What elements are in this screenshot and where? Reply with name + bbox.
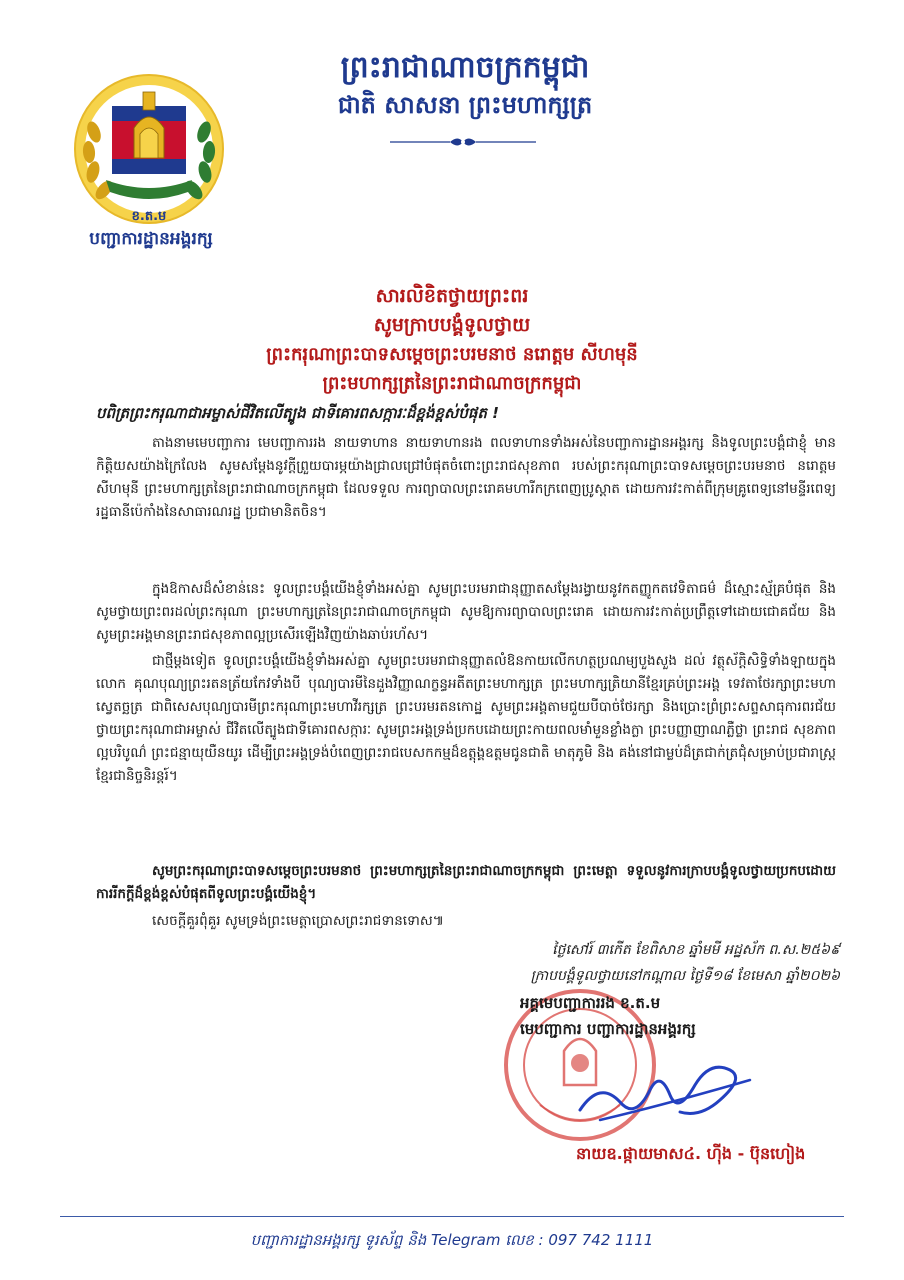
- lunar-date: ថ្ងៃសៅរ៍ ៣កើត ខែពិសាខ ឆ្នាំមមី អដ្ឋស័ក ព.ស.២៥៦៩: [552, 942, 840, 958]
- organization-name: បញ្ជាការដ្ឋានអង្គរក្ស: [89, 229, 213, 249]
- footer-contact: បញ្ជាការដ្ឋានអង្គរក្ស ទូរស័ព្ទ និង Telegram លេខ : 097 742 1111: [250, 1231, 654, 1249]
- paragraph-4: សូមព្រះករុណាព្រះបាទសម្តេចព្រះបរមនាថ ព្រះមហាក្សត្រនៃព្រះរាជាណាចក្រកម្ពុជា ព្រះមេត្តា ទទួលនូវការក្រាបបង្គំទូលថ្វាយប្រកបដោយការរីកក្តីដ៏ខ្ពង់ខ្ពស់បំផុតពីទូលព្រះបង្គំយើងខ្ញុំ។: [96, 863, 836, 902]
- paragraph-5: សេចក្តីគួរពុំគួរ សូមទ្រង់ព្រះមេត្តាប្រោសព្រះរាជទានទោស៕: [152, 913, 444, 929]
- letter-title: សារលិខិតថ្វាយព្រះពរ: [375, 285, 529, 307]
- paragraph-2: ក្នុងឱកាសដ៏សំខាន់នេះ ទូលព្រះបង្គំយើងខ្ញុំទាំងអស់គ្នា សូមព្រះបរមរាជានុញ្ញាតសម្តែងរង្វាយនូវកតញ្ញូកតវេទិតាធម៌ ដ៏ស្មោះស្ម័គ្របំផុត និងសូមថ្វាយព្រះពរដល់ព្រះករុណា ព្រះមហាក្សត្រនៃព្រះរាជាណាចក្រកម្ពុជា សូមឱ្យការព្យាបាលព្រះរោគ ដោយការវះកាត់ប្រព្រឹត្តទៅដោយជោគជ័យ និងសូមព្រះអង្គមានព្រះរាជសុខភាពល្អប្រសើរឡើងវិញយ៉ាងឆាប់រហ័ស។: [96, 581, 836, 643]
- solar-date: ក្រាបបង្គំទូលថ្វាយនៅកណ្តាល ថ្ងៃទី១៨ ខែមេសា ឆ្នាំ២០២៦: [530, 968, 840, 984]
- logo-caption: ខ.ត.ម: [131, 209, 167, 224]
- paragraph-1: តាងនាមមេបញ្ជាការ មេបញ្ជាការរង នាយទាហាន នាយទាហានរង ពលទាហានទាំងអស់នៃបញ្ជាការដ្ឋានអង្គរក្ស និងទូលព្រះបង្គំជាខ្ញុំ មានកិត្តិយសយ៉ាងក្រៃលែង សូមសម្តែងនូវក្តីព្រួយបារម្ភយ៉ាងជ្រាលជ្រៅបំផុតចំពោះព្រះរាជសុខភាព របស់ព្រះករុណាព្រះបាទសម្តេចព្រះបរមនាថ នរោត្តម សីហមុនី ព្រះមហាក្សត្រនៃព្រះរាជាណាចក្រកម្ពុជា ដែលទទួល ការព្យាបាលព្រះរោគមហារីកក្រពេញប្រូស្តាត ដោយការវះកាត់ពីក្រុមគ្រូពេទ្យនៅមន្ទីរពេទ្យរដ្ឋធានីប៉េកាំងនៃសាធារណរដ្ឋ ប្រជាមានិតចិន។: [96, 435, 836, 520]
- signatory-title-1: អគ្គមេបញ្ជាការរង ខ.ត.ម: [520, 994, 661, 1012]
- salutation: បពិត្រព្រះករុណាជាអម្ចាស់ជីវិតលើត្បូង ជាទីគោរពសក្ការៈដ៏ខ្ពង់ខ្ពស់បំផុត !: [96, 404, 499, 422]
- recipient-name: ព្រះករុណាព្រះបាទសម្តេចព្រះបរមនាថ នរោត្តម សីហមុនី: [266, 344, 638, 365]
- unit-emblem-logo: [72, 72, 226, 228]
- footer-divider: [60, 1216, 844, 1217]
- ornament-divider-icon: [388, 134, 538, 150]
- paragraph-3: ជាថ្មីម្តងទៀត ទូលព្រះបង្គំយើងខ្ញុំទាំងអស់គ្នា សូមព្រះបរមរាជានុញ្ញាតលំឱនកាយលើកហត្ថប្រណម្យបួងសួង ដល់ វត្ថុស័ក្តិសិទ្ធិទាំងឡាយក្នុងលោក គុណបុណ្យព្រះរតនត្រ័យកែវទាំងបី បុណ្យបារមីនៃដួងវិញ្ញាណក្ខន្ធអតីតព្រះមហាក្សត្រ ព្រះមហាក្សត្រិយានីខ្មែរគ្រប់ព្រះអង្គ ទេវតាថែរក្សាព្រះមហាស្វេតច្ឆត្រ ជាពិសេសបុណ្យបារមីព្រះករុណាព្រះមហាវីរក្សត្រ ព្រះបរមរតនកោដ្ឋ សូមព្រះអង្គតាមជួយបីបាច់ថែរក្សា និងប្រោះព្រំព្រះសព្ទសាធុការពរជ័យថ្វាយព្រះករុណាជាអម្ចាស់ ជីវិតលើត្បូងជាទីគោរពសក្ការៈ សូមព្រះអង្គទ្រង់ប្រកបដោយព្រះកាយពលមាំមួនខ្លាំងក្លា ព្រះបញ្ញាញាណភ្លឺថ្លា ព្រះរាជ សុខភាពល្អបរិបូណ៌ ព្រះជន្មាយុយឺនយូរ ដើម្បីព្រះអង្គទ្រង់បំពេញព្រះរាជបេសកកម្មដ៏ឧត្តុង្គឧត្តមជូនជាតិ មាតុភូមិ និង គង់នៅជាម្លប់ដ៏ត្រជាក់ត្រជុំសម្រាប់ប្រជារាស្ត្រខ្មែរជានិច្ចនិរន្តរ៍។: [96, 653, 836, 784]
- signatory-title-2: មេបញ្ជាការ បញ្ជាការដ្ឋានអង្គរក្ស: [520, 1020, 696, 1038]
- signer-name: នាយឧ.ផ្កាយមាស៤. ហ៊ីង - ប៊ុនហៀង: [576, 1144, 806, 1163]
- kingdom-motto: ជាតិ សាសនា ព្រះមហាក្សត្រ: [337, 91, 593, 119]
- handwritten-signature: [560, 1040, 760, 1140]
- recipient-title: ព្រះមហាក្សត្រនៃព្រះរាជាណាចក្រកម្ពុជា: [322, 373, 582, 394]
- letter-subtitle: សូមក្រាបបង្គំទូលថ្វាយ: [373, 314, 531, 336]
- kingdom-title: ព្រះរាជាណាចក្រកម្ពុជា: [340, 50, 590, 85]
